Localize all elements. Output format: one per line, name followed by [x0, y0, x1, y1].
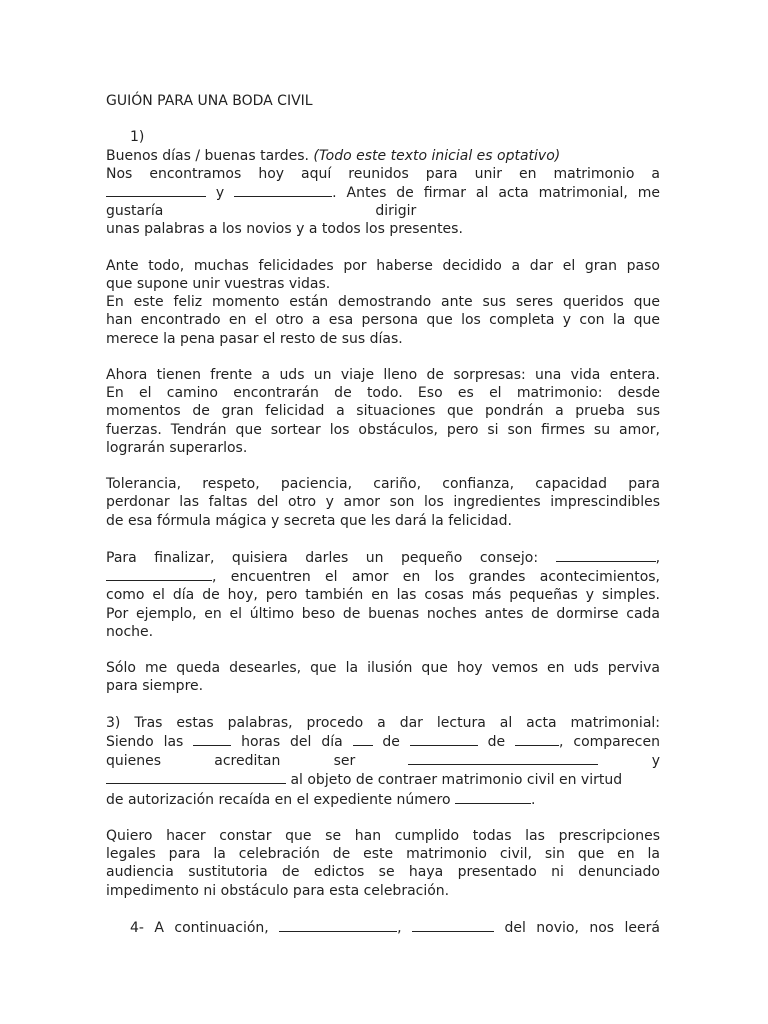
paragraph-4-line-3: de esa fórmula mágica y secreta que les dará la felicidad.: [106, 512, 512, 529]
paragraph-6-line-1: Sólo me queda desearles, que la ilusión que hoy vemos en uds perviva: [106, 660, 660, 677]
paragraph-3-line-5: lograrán superarlos.: [106, 439, 248, 456]
paragraph-2-line-5: merece la pena pasar el resto de sus días.: [106, 330, 403, 347]
paragraph-3-line-3: momentos de gran felicidad a situaciones que pondrán a prueba sus: [106, 403, 660, 420]
paragraph-5-line-4: Por ejemplo, en el último beso de buenas noches antes de dormirse cada: [106, 605, 660, 622]
paragraph-2-line-2: que supone unir vuestras vidas.: [106, 276, 331, 292]
paragraph-8-line-4: impedimento ni obstáculo para esta celebración.: [106, 882, 450, 899]
paragraph-6-line-2: para siempre.: [106, 678, 204, 695]
section-4-line-1: 4- A continuación, , del novio, nos leerá: [130, 920, 660, 936]
paragraph-1-line-2: y . Antes de firmar al acta matrimonial, me: [106, 183, 660, 202]
blank-field: [106, 770, 286, 784]
paragraph-2-line-3: En este feliz momento están demostrando ante sus seres queridos que: [106, 294, 660, 311]
paragraph-5-line-3: como el día de hoy, pero también en las cosas más pequeñas y simples.: [106, 587, 660, 604]
optional-note: (Todo este texto inicial es optativo): [313, 147, 561, 164]
greeting-line: [106, 147, 660, 165]
blank-field: [353, 732, 373, 746]
blank-field: [556, 548, 656, 562]
paragraph-1-line-3: gustaría dirigir: [106, 203, 417, 220]
blank-field: [455, 790, 531, 804]
paragraph-7-line-2: Siendo las horas del día de de , comparecen: [106, 734, 660, 750]
paragraph-5-line-2: , encuentren el amor en los grandes acontecimientos,: [106, 567, 660, 586]
paragraph-8-line-1: Quiero hacer constar que se han cumplido todas las prescripciones: [106, 828, 660, 844]
paragraph-1-line-1: Nos encontramos hoy aquí reunidos para unir en matrimonio a: [106, 165, 660, 182]
paragraph-1-line-4: unas palabras a los novios y a todos los presentes.: [106, 221, 463, 238]
document-title: GUIÓN PARA UNA BODA CIVIL: [106, 93, 313, 109]
blank-field: [193, 732, 231, 746]
blank-field: [410, 732, 478, 746]
blank-field: [412, 918, 494, 932]
blank-field: [234, 183, 332, 197]
paragraph-3-line-2: En el camino encontrarán de todo. Eso es el matrimonio: desde: [106, 385, 660, 402]
paragraph-8-line-2: legales para la celebración de este matrimonio civil, sin que en la: [106, 846, 660, 863]
paragraph-5-line-1: Para finalizar, quisiera darles un pequeño consejo: ,: [106, 550, 661, 566]
section-number-1: 1): [130, 129, 145, 146]
paragraph-4-line-1: Tolerancia, respeto, paciencia, cariño, confianza, capacidad para: [106, 476, 660, 493]
paragraph-7-line-5: de autorización recaída en el expediente número .: [106, 791, 536, 808]
blank-field: [106, 567, 212, 581]
blank-field: [515, 732, 559, 746]
paragraph-4-line-2: perdonar las faltas del otro y amor son los ingredientes imprescindibles: [106, 494, 660, 511]
paragraph-3-line-4: fuerzas. Tendrán que sortear los obstáculos, pero si son firmes su amor,: [106, 421, 660, 438]
blank-field: [408, 751, 598, 765]
paragraph-2-line-4: han encontrado en el otro a esa persona que los completa y con la que: [106, 312, 660, 329]
paragraph-2-line-1: Ante todo, muchas felicidades por haberse decidido a dar el gran paso: [106, 257, 660, 274]
paragraph-3-line-1: Ahora tienen frente a uds un viaje lleno de sorpresas: una vida entera.: [106, 367, 660, 383]
paragraph-5-line-5: noche.: [106, 623, 154, 640]
paragraph-7-line-3: quienes acreditan ser y: [106, 753, 661, 770]
paragraph-8-line-3: audiencia sustitutoria de edictos se haya presentado ni denunciado: [106, 864, 660, 881]
paragraph-7-line-1: 3) Tras estas palabras, procedo a dar lectura al acta matrimonial:: [106, 714, 660, 731]
paragraph-7-line-4: al objeto de contraer matrimonio civil en virtud: [106, 770, 660, 789]
blank-field: [279, 918, 397, 932]
greeting-text: Buenos días / buenas tardes.: [106, 147, 314, 164]
blank-field: [106, 183, 206, 197]
